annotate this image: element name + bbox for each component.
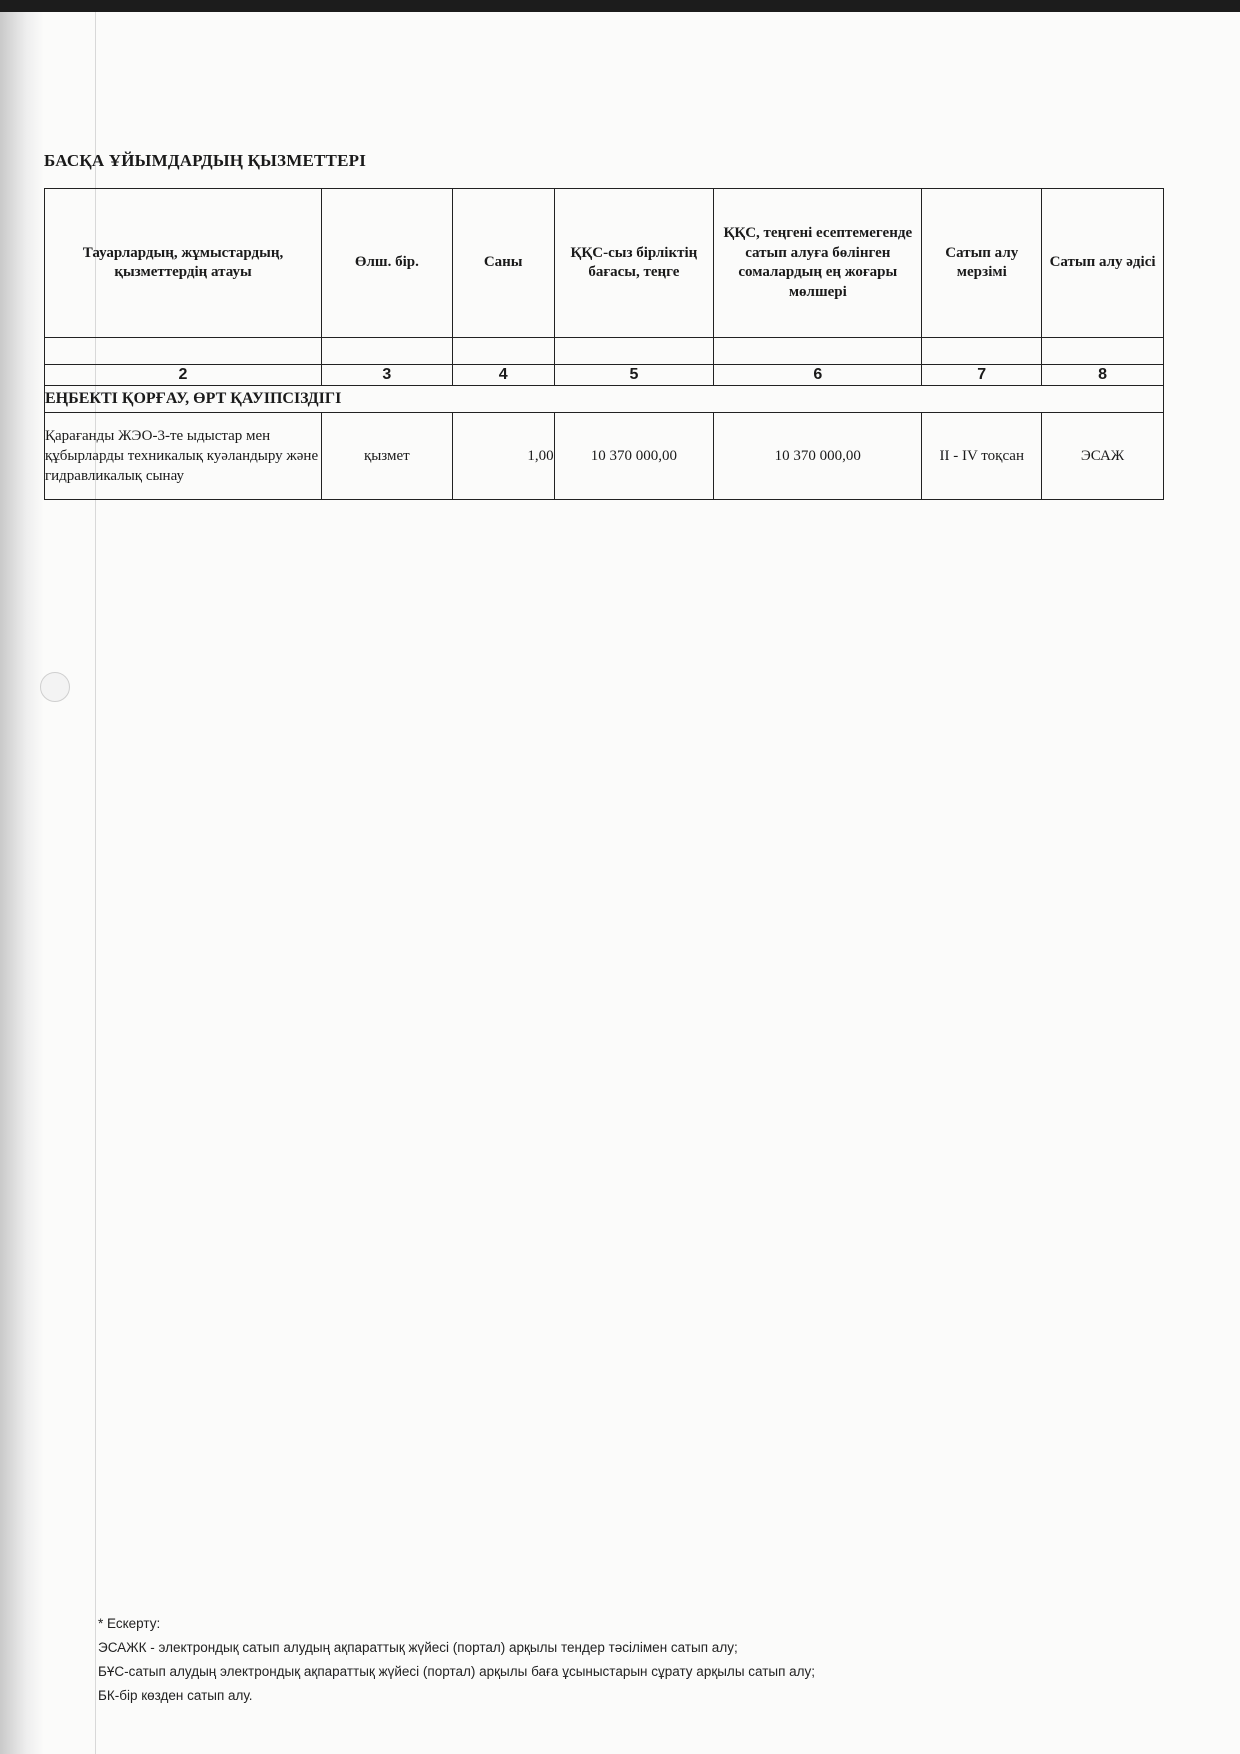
category-row — [45, 386, 1164, 413]
header-unit: Өлш. бір. — [321, 189, 452, 338]
section-title: БАСҚА ҰЙЫМДАРДЫҢ ҚЫЗМЕТТЕРІ — [44, 151, 367, 170]
item-unit-price: 10 370 000,00 — [554, 413, 714, 500]
header-qty: Саны — [452, 189, 554, 338]
header-max-amount: ҚҚС, теңгені есептемегенде сатып алуға бөлінген сомалардың ең жоғары мөлшері — [714, 189, 922, 338]
item-unit: қызмет — [321, 413, 452, 500]
procurement-table — [44, 188, 1164, 500]
scan-top-edge — [0, 0, 1240, 12]
item-period: II - IV тоқсан — [922, 413, 1042, 500]
footnote — [98, 1612, 815, 1708]
header-period: Сатып алу мерзімі — [922, 189, 1042, 338]
table-row — [45, 413, 1164, 500]
header-unit-price: ҚҚС-сыз бірліктің бағасы, теңге — [554, 189, 714, 338]
footnote-line: ЭСАЖК - электрондық сатып алудың ақпараттық жүйесі (портал) арқылы тендер тәсілімен сатып алу; — [98, 1640, 738, 1655]
column-number: 2 — [45, 365, 322, 386]
scan-left-shadow — [0, 12, 44, 1754]
category-label: ЕҢБЕКТІ ҚОРҒАУ, ӨРТ ҚАУІПСІЗДІГІ — [45, 386, 1164, 413]
column-number: 8 — [1042, 365, 1164, 386]
item-max-amount: 10 370 000,00 — [714, 413, 922, 500]
item-qty: 1,00 — [452, 413, 554, 500]
column-number-row — [45, 365, 1164, 386]
footnote-title: * Ескерту: — [98, 1616, 161, 1631]
footnote-line: БҰС-сатып алудың электрондық ақпараттық жүйесі (портал) арқылы баға ұсыныстарын сұрату арқылы сатып алу; — [98, 1664, 816, 1679]
item-name: Қарағанды ЖЭО-3-те ыдыстар мен құбырларды техникалық куәландыру және гидравликалық сынау — [45, 413, 322, 500]
header-row — [45, 189, 1164, 338]
footnote-line: БК-бір көзден сатып алу. — [98, 1688, 253, 1703]
column-number: 7 — [922, 365, 1042, 386]
header-name: Тауарлардың, жұмыстардың, қызметтердің атауы — [45, 189, 322, 338]
column-number: 6 — [714, 365, 922, 386]
item-method: ЭСАЖ — [1042, 413, 1164, 500]
header-method: Сатып алу әдісі — [1042, 189, 1164, 338]
column-number: 3 — [321, 365, 452, 386]
punch-hole — [40, 672, 70, 702]
column-number: 4 — [452, 365, 554, 386]
blank-row — [45, 338, 1164, 365]
column-number: 5 — [554, 365, 714, 386]
